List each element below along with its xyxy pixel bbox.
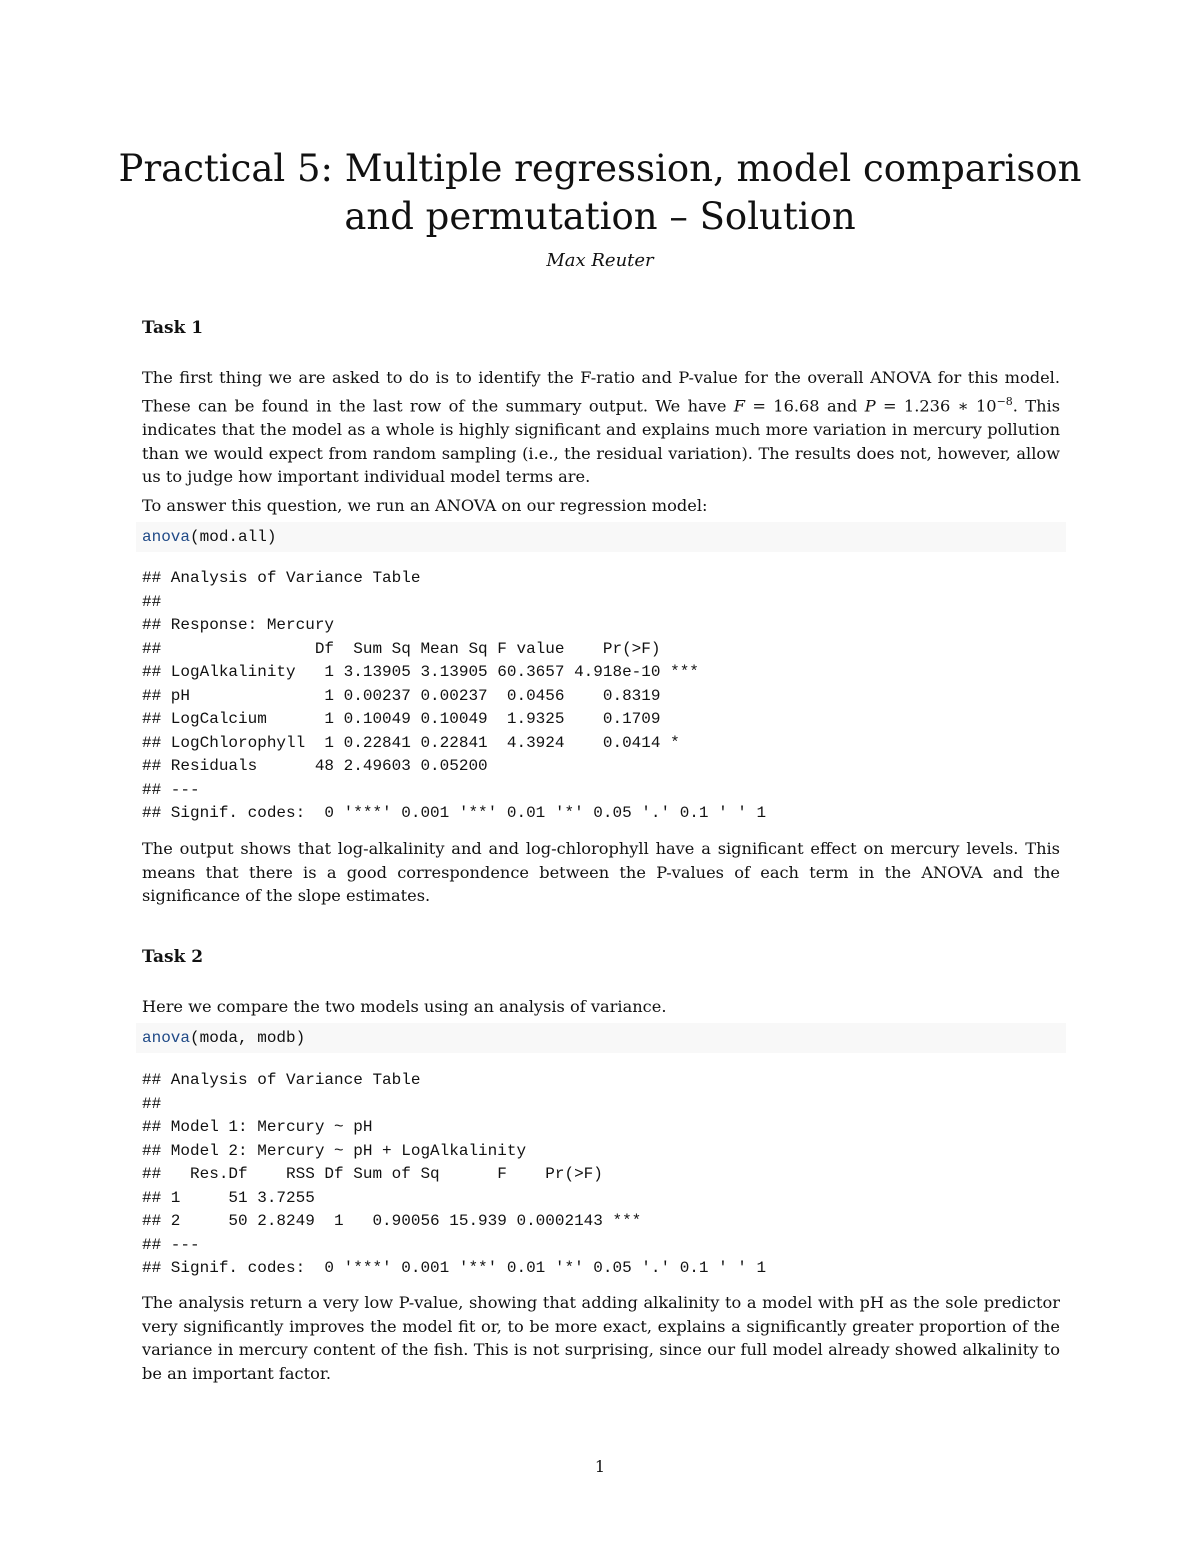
output-line: ## Signif. codes: 0 '***' 0.001 '**' 0.01 '*' 0.05 '.' 0.1 ' ' 1	[142, 804, 767, 822]
task2-heading: Task 2	[142, 947, 204, 967]
page-number: 1	[594, 1457, 606, 1476]
output-line: ## Analysis of Variance Table	[142, 569, 421, 587]
f-symbol: F	[733, 396, 745, 416]
output-line: ## Model 2: Mercury ~ pH + LogAlkalinity	[142, 1141, 527, 1160]
output-line: ## Analysis of Variance Table	[142, 1071, 421, 1089]
output-line: ## ---	[142, 1235, 200, 1254]
output-line: ## Residuals 48 2.49603 0.05200	[142, 757, 488, 775]
output-line: ##	[142, 592, 162, 611]
task1-paragraph-3: The output shows that log-alkalinity and and log-chlorophyll have a significant effect on mercury levels. This means that there is a good correspondence between the P-values of each term in the ANOVA and the significance of the slope estimates.	[142, 839, 1060, 906]
output-line: ##	[142, 1094, 162, 1113]
output-line: ## Response: Mercury	[142, 616, 335, 634]
output-line: ## Df Sum Sq Mean Sq F value Pr(>F)	[142, 639, 661, 658]
output-line: ## ---	[142, 780, 200, 799]
task1-paragraph-1	[142, 366, 1060, 489]
exponent: −8	[996, 394, 1013, 408]
output-line: ## 1 51 3.7255	[142, 1188, 315, 1207]
output-line: ## LogCalcium 1 0.10049 0.10049 1.9325 0.1709	[142, 710, 661, 728]
code-function: anova	[142, 1029, 191, 1047]
task2-paragraph-2: The analysis return a very low P-value, showing that adding alkalinity to a model with pH as the sole predictor very significantly improves the model fit or, to be more exact, explains a significantly greater proportion of the variance in mercury content of the fish. This is not surprising, since our full model already showed alkalinity to be an important factor.	[142, 1293, 1060, 1384]
code-arguments: (moda, modb)	[190, 1029, 306, 1047]
output-line: ## 2 50 2.8249 1 0.90056 15.939 0.0002143 ***	[142, 1212, 642, 1230]
output-line: ## Signif. codes: 0 '***' 0.001 '**' 0.01 '*' 0.05 '.' 0.1 ' ' 1	[142, 1259, 767, 1277]
task2-paragraph-1: Here we compare the two models using an analysis of variance.	[142, 997, 667, 1016]
task1-para1-text-d: . This indicates that the model as a whole is highly significant and explains much more variation in mercury pollution than we would expect from random sampling (i.e., the residual variation). The results does not, however, allow us to judge how important individual model terms are.	[142, 396, 1060, 487]
output-line: ## Res.Df RSS Df Sum of Sq F Pr(>F)	[142, 1165, 603, 1183]
task1-para1-text-c: = 1.236 ∗ 10	[875, 396, 997, 416]
task1-paragraph-2: To answer this question, we run an ANOVA on our regression model:	[142, 496, 708, 515]
task1-para1-text-a: The first thing we are asked to do is to identify the F-ratio and P-value for the overall ANOVA for this model. These can be found in the last row of the summary output. We have	[142, 368, 1060, 416]
output-line: ## Model 1: Mercury ~ pH	[142, 1118, 373, 1136]
author-name: Max Reuter	[546, 250, 654, 271]
task1-heading: Task 1	[142, 318, 204, 338]
task1-anova-output	[142, 567, 766, 826]
task2-anova-output	[142, 1069, 766, 1281]
task1-code-block	[136, 522, 1066, 552]
task2-code-block	[136, 1023, 1066, 1053]
output-line: ## LogAlkalinity 1 3.13905 3.13905 60.3657 4.918e-10 ***	[142, 663, 699, 681]
output-line: ## pH 1 0.00237 0.00237 0.0456 0.8319	[142, 686, 661, 705]
task1-para1-text-b: = 16.68 and	[745, 396, 865, 416]
code-function: anova	[142, 528, 191, 546]
output-line: ## LogChlorophyll 1 0.22841 0.22841 4.3924 0.0414 *	[142, 733, 680, 752]
code-arguments: (mod.all)	[190, 528, 277, 546]
document-title: Practical 5: Multiple regression, model comparison and permutation – Solution	[118, 147, 1082, 238]
p-symbol: P	[864, 396, 876, 416]
